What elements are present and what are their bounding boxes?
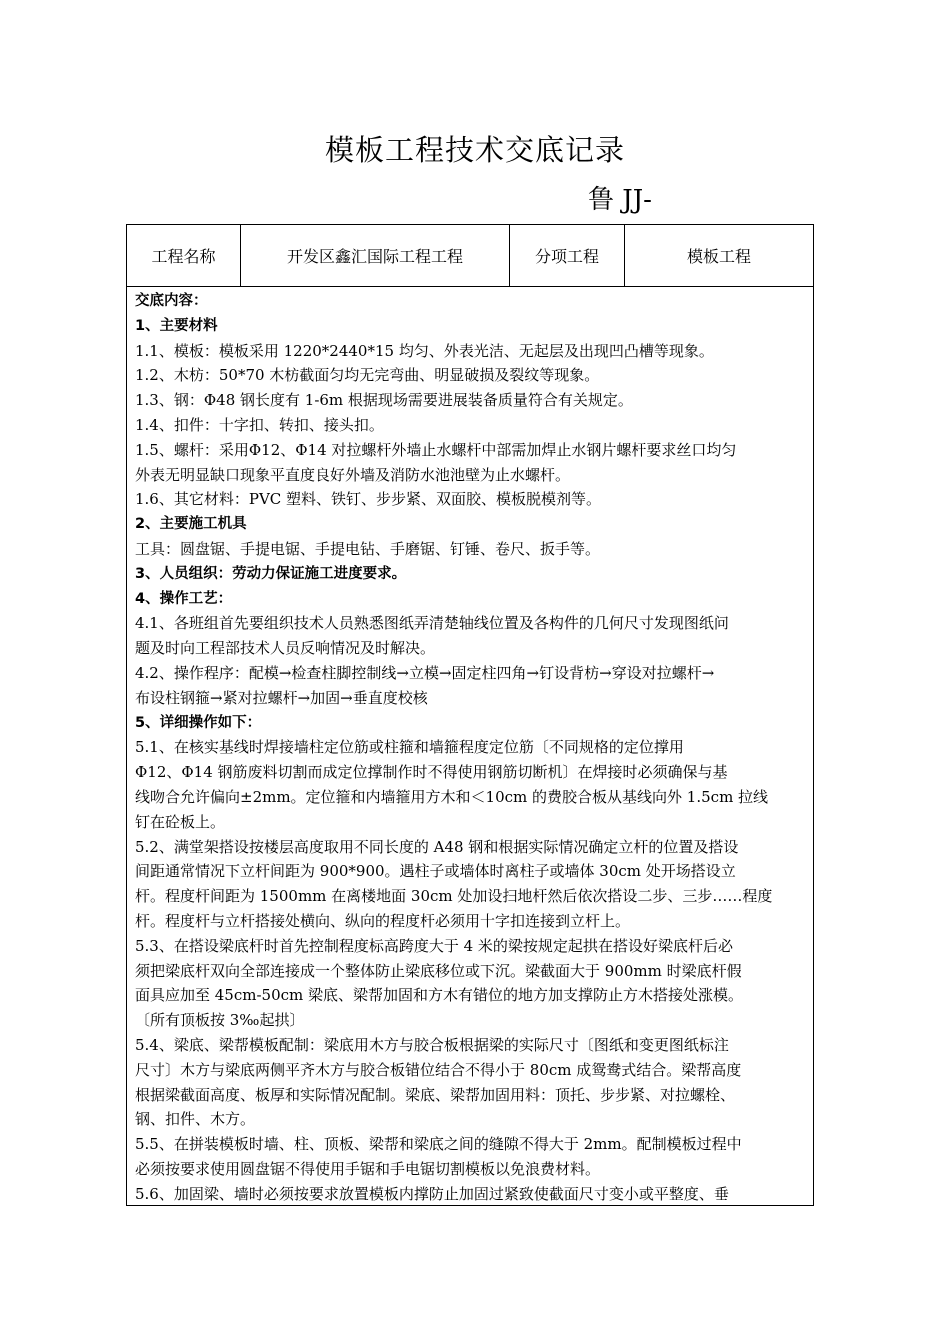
sub-project-label: 分项工程 bbox=[510, 225, 625, 286]
content-line: 间距通常情况下立杆间距为 900*900。遇柱子或墙体时离柱子或墙体 30cm 处开场搭设立 bbox=[135, 862, 736, 881]
content-line: 5.3、在搭设梁底杆时首先控制程度标高跨度大于 4 米的梁按规定起拱在搭设好梁底杆后必 bbox=[135, 936, 733, 955]
project-name-label: 工程名称 bbox=[127, 225, 241, 286]
content-line: 1.2、木枋：50*70 木枋截面匀均无完弯曲、明显破损及裂纹等现象。 bbox=[135, 366, 600, 385]
document-code: 鲁 JJ- bbox=[588, 185, 652, 215]
table-header-row bbox=[127, 225, 813, 287]
section-heading-line: 5、详细操作如下： bbox=[135, 714, 262, 731]
content-line: 钉在砼板上。 bbox=[135, 812, 226, 831]
section-heading-line: 4、操作工艺： bbox=[135, 590, 233, 607]
content-line: 5.2、满堂架搭设按楼层高度取用不同长度的 A48 钢和根据实际情况确定立杆的位置及搭设 bbox=[135, 837, 739, 856]
section-heading-line: 1、主要材料 bbox=[135, 317, 218, 334]
disclosure-content bbox=[127, 287, 813, 1206]
project-name-value: 开发区鑫汇国际工程工程 bbox=[241, 225, 510, 286]
content-line: 须把梁底杆双向全部连接成一个整体防止梁底移位或下沉。梁截面大于 900mm 时梁底杆假 bbox=[135, 961, 742, 980]
content-line: 尺寸〕木方与梁底两侧平齐木方与胶合板错位结合不得小于 80cm 成鸳鸯式结合。梁帮高度 bbox=[135, 1060, 742, 1079]
content-line: 工具：圆盘锯、手提电锯、手提电钻、手磨锯、钉锤、卷尺、扳手等。 bbox=[135, 539, 601, 558]
content-line: 4.2、操作程序：配模→检查柱脚控制线→立模→固定柱四角→钉设背枋→穿设对拉螺杆→ bbox=[135, 663, 715, 682]
content-line: 线吻合允许偏向±2mm。定位箍和内墙箍用方木和＜10cm 的费胶合板从基线向外 1.5cm 拉线 bbox=[135, 787, 769, 806]
content-line: 杆。程度杆间距为 1500mm 在离楼地面 30cm 处加设扫地杆然后依次搭设二步、三步……程度 bbox=[135, 887, 773, 906]
content-line: 1.1、模板：模板采用 1220*2440*15 均匀、外表光洁、无起层及出现凹凸槽等现象。 bbox=[135, 341, 714, 360]
content-line: 4.1、各班组首先要组织技术人员熟悉图纸弄清楚轴线位置及各构件的几何尺寸发现图纸问 bbox=[135, 614, 729, 633]
section-heading-line: 3、人员组织：劳动力保证施工进度要求。 bbox=[135, 565, 407, 582]
content-line: 杆。程度杆与立杆搭接处横向、纵向的程度杆必须用十字扣连接到立杆上。 bbox=[135, 911, 631, 930]
content-line: 钢、扣件、木方。 bbox=[135, 1110, 256, 1129]
content-line: 5.4、梁底、梁帮模板配制：梁底用木方与胶合板根据梁的实际尺寸〔图纸和变更图纸标注 bbox=[135, 1035, 729, 1054]
section-heading-line: 交底内容： bbox=[135, 293, 208, 309]
content-line: Φ12、Φ14 钢筋废料切割而成定位撑制作时不得使用钢筋切断机〕在焊接时必须确保与基 bbox=[135, 763, 728, 782]
content-line: 1.4、扣件：十字扣、转扣、接头扣。 bbox=[135, 415, 384, 434]
content-line: 外表无明显缺口现象平直度良好外墙及消防水池池壁为止水螺杆。 bbox=[135, 465, 571, 484]
content-line: 5.5、在拼装模板时墙、柱、顶板、梁帮和梁底之间的缝隙不得大于 2mm。配制模板过程中 bbox=[135, 1135, 742, 1154]
content-line: 1.5、螺杆：采用Φ12、Φ14 对拉螺杆外墙止水螺杆中部需加焊止水钢片螺杆要求丝口均匀 bbox=[135, 440, 737, 459]
content-line: 〔所有顶板按 3‰起拱〕 bbox=[135, 1011, 305, 1030]
content-line: 根据梁截面高度、板厚和实际情况配制。梁底、梁帮加固用料：顶托、步步紧、对拉螺栓、 bbox=[135, 1085, 736, 1104]
content-line: 必须按要求使用圆盘锯不得使用手锯和手电锯切割模板以免浪费材料。 bbox=[135, 1159, 601, 1178]
content-line: 1.3、钢：Φ48 钢长度有 1-6m 根据现场需要进展装备质量符合有关规定。 bbox=[135, 391, 633, 410]
content-line: 面具应加至 45cm-50cm 梁底、梁帮加固和方木有错位的地方加支撑防止方木搭接处涨模。 bbox=[135, 986, 744, 1005]
content-line: 5.6、加固梁、墙时必须按要求放置模板内撑防止加固过紧致使截面尺寸变小或平整度、垂 bbox=[135, 1184, 729, 1203]
content-line: 5.1、在核实基线时焊接墙柱定位筋或柱箍和墙箍程度定位筋〔不同规格的定位撑用 bbox=[135, 738, 684, 757]
content-line: 1.6、其它材料：PVC 塑料、铁钉、步步紧、双面胶、模板脱模剂等。 bbox=[135, 490, 602, 509]
content-line: 布设柱钢箍→紧对拉螺杆→加固→垂直度校核 bbox=[135, 688, 428, 707]
disclosure-table bbox=[126, 224, 814, 1206]
content-line: 题及时向工程部技术人员反响情况及时解决。 bbox=[135, 639, 436, 658]
document-title: 模板工程技术交底记录 bbox=[324, 133, 625, 167]
sub-project-value: 模板工程 bbox=[686, 247, 751, 266]
section-heading-line: 2、主要施工机具 bbox=[135, 516, 247, 533]
